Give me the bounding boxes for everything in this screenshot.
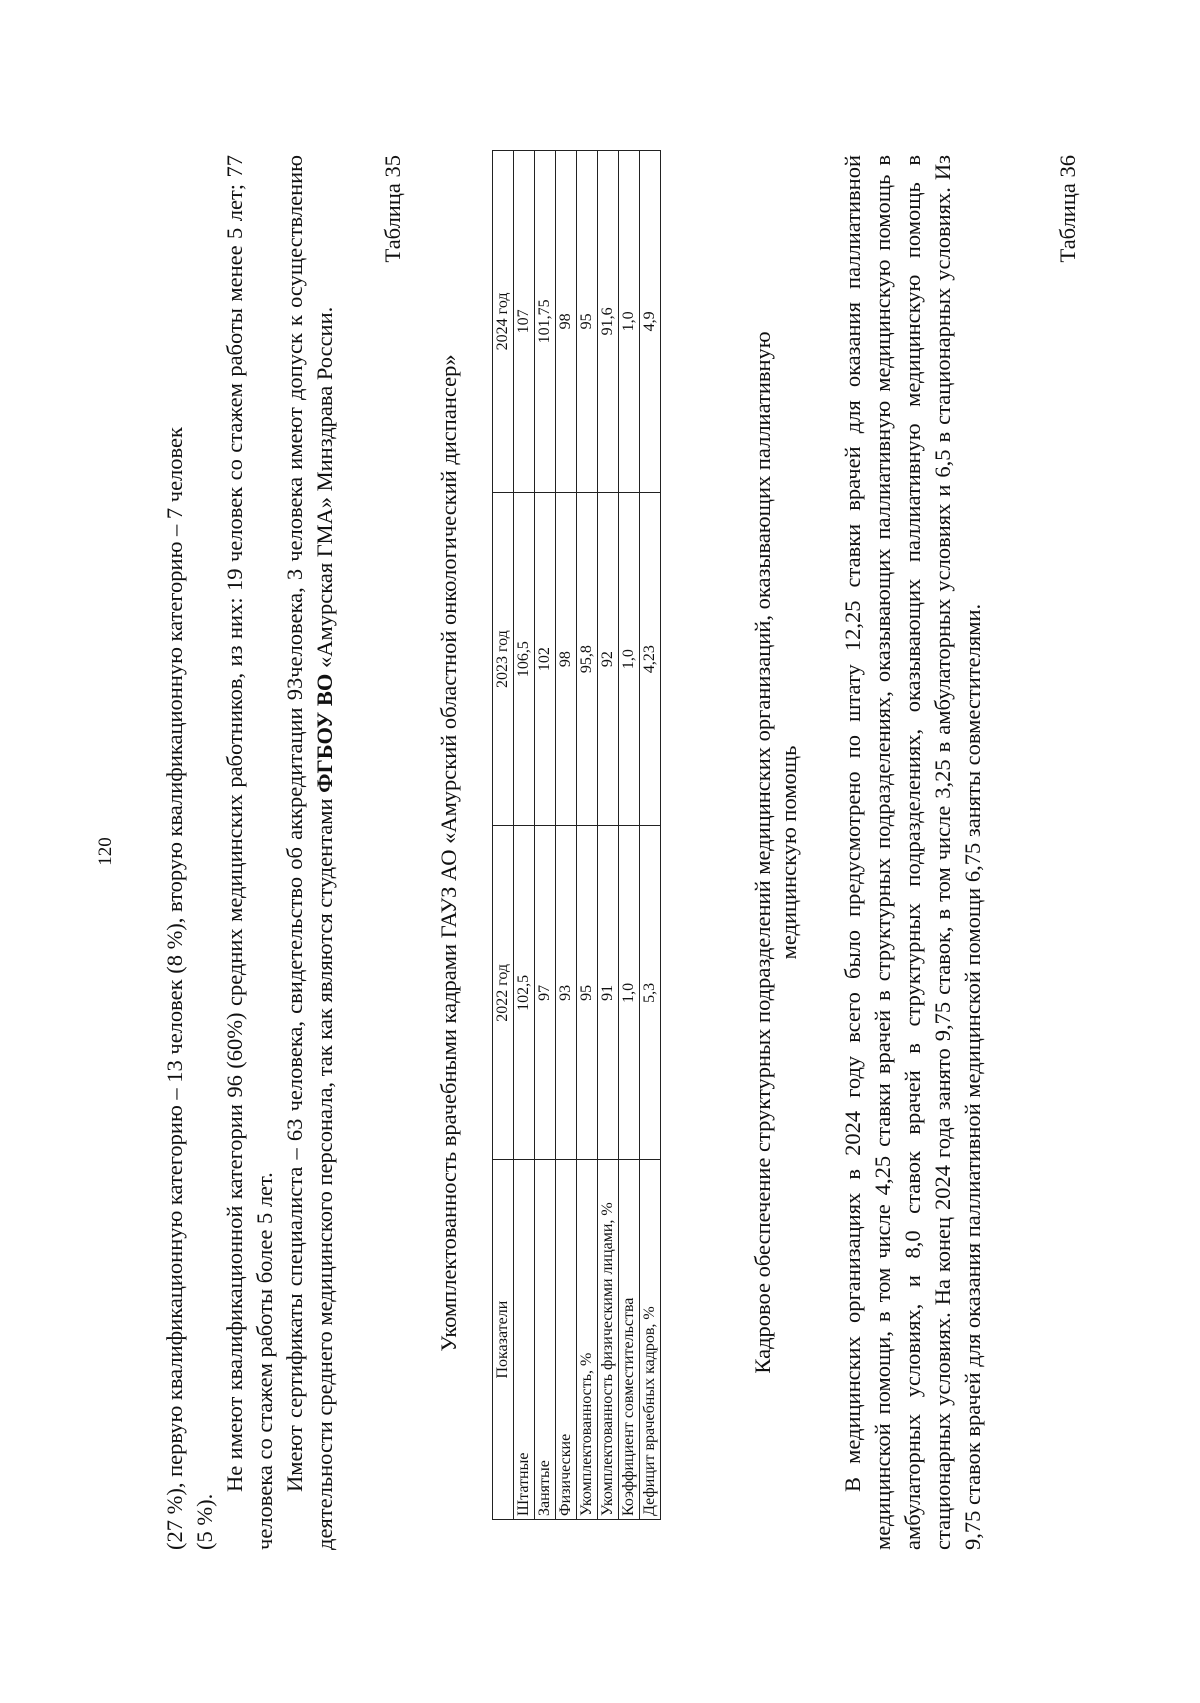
- intro-paragraph-3: [280, 155, 340, 1550]
- intro-line-1: (27 %), первую квалификационную категорию – 13 человек (8 %), вторую квалификационную категорию – 7 человек: [162, 427, 187, 1550]
- value-2023: 1,0: [619, 492, 640, 826]
- intro-paragraph-3-tail: «Амурская ГМА» Минздрава России.: [312, 306, 337, 668]
- table-row: [640, 151, 661, 1520]
- value-2023: 98: [556, 492, 577, 826]
- value-2022: 91: [598, 826, 619, 1160]
- table35-header-2023: 2023 год: [493, 492, 514, 826]
- table-row: [619, 151, 640, 1520]
- table35-title: Укомплектованность врачебными кадрами ГАУЗ АО «Амурский областной онкологический диспансер»: [436, 354, 461, 1352]
- row-label: Укомплектованность, %: [577, 1160, 598, 1520]
- page-number: 120: [95, 837, 116, 866]
- section2-title-line-1: Кадровое обеспечение структурных подразделений медицинских организаций, оказывающих паллиативную: [750, 331, 775, 1374]
- intro-paragraph-2: Не имеют квалификационной категории 96 (60%) средних медицинских работников, из них: 19 человек со стажем работы менее 5 лет; 77 человека со стажем работы более 5 лет.: [222, 155, 277, 1550]
- section2-title-line-2: медицинскую помощь: [776, 745, 801, 960]
- value-2024: 95: [577, 151, 598, 493]
- row-label: Занятые: [535, 1160, 556, 1520]
- value-2023: 92: [598, 492, 619, 826]
- value-2023: 95,8: [577, 492, 598, 826]
- intro-paragraph-3-text: Имеют сертификаты специалиста – 63 человека, свидетельство об аккредитации 93человека, 3 человека имеют допуск к осуществлению деятельности среднего медицинского персонала, так как являются студентами: [282, 155, 337, 1550]
- table35-header-2022: 2022 год: [493, 826, 514, 1160]
- table35-header-2024: 2024 год: [493, 151, 514, 493]
- table35-wrapper: [492, 150, 661, 1520]
- section2-body: [838, 155, 988, 1550]
- value-2022: 5,3: [640, 826, 661, 1160]
- intro-paragraph-3-bold: ФГБОУ ВО: [312, 673, 337, 793]
- table35-header-row: [493, 151, 514, 1520]
- value-2023: 106,5: [514, 492, 535, 826]
- value-2022: 95: [577, 826, 598, 1160]
- value-2024: 101,75: [535, 151, 556, 493]
- row-label: Коэффициент совместительства: [619, 1160, 640, 1520]
- row-label: Штатные: [514, 1160, 535, 1520]
- row-label: Физические: [556, 1160, 577, 1520]
- value-2024: 4,9: [640, 151, 661, 493]
- value-2023: 102: [535, 492, 556, 826]
- table-row: [556, 151, 577, 1520]
- intro-line-2: (5 %).: [192, 1493, 217, 1550]
- value-2024: 107: [514, 151, 535, 493]
- row-label: Дефицит врачебных кадров, %: [640, 1160, 661, 1520]
- table-row: [535, 151, 556, 1520]
- section2-title: [750, 155, 802, 1550]
- table-row: [598, 151, 619, 1520]
- table36-caption: Таблица 36: [1055, 155, 1080, 263]
- table-row: [577, 151, 598, 1520]
- value-2024: 91,6: [598, 151, 619, 493]
- value-2022: 102,5: [514, 826, 535, 1160]
- value-2022: 97: [535, 826, 556, 1160]
- table35-caption: Таблица 35: [380, 155, 405, 263]
- value-2024: 98: [556, 151, 577, 493]
- section2-paragraph: В медицинских организациях в 2024 году всего было предусмотрено по штату 12,25 ставки врачей для оказания паллиативной медицинской помощи, в том числе 4,25 ставки врачей в структурных подразделениях, оказывающих паллиативную медицинскую помощь в амбулаторных условиях, и 8,0 ставок врачей в структурных подразделениях, оказывающих паллиативную медицинскую помощь в стационарных условиях. На конец 2024 года занято 9,75 ставок, в том числе 3,25 в амбулаторных условиях и 6,5 в стационарных условиях. Из 9,75 ставок врачей для оказания паллиативной медицинской помощи 6,75 заняты совместителями.: [840, 155, 985, 1550]
- value-2022: 93: [556, 826, 577, 1160]
- value-2022: 1,0: [619, 826, 640, 1160]
- value-2024: 1,0: [619, 151, 640, 493]
- value-2023: 4,23: [640, 492, 661, 826]
- table35-header-indicator: Показатели: [493, 1160, 514, 1520]
- intro-text: [160, 155, 340, 1550]
- table35: [492, 150, 661, 1520]
- row-label: Укомплектованность физическими лицами, %: [598, 1160, 619, 1520]
- table-row: [514, 151, 535, 1520]
